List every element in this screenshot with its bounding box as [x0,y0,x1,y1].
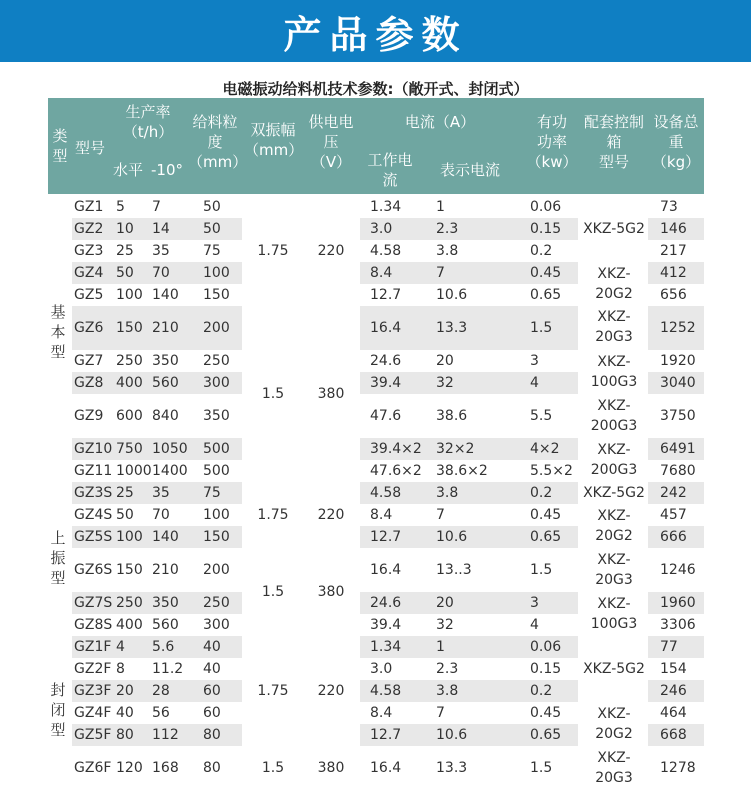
cell-power: 5.5 [530,408,553,424]
cell-power: 0.45 [530,265,562,281]
cell-capacity-minus10: 70 [152,507,170,523]
merged-voltage: 220 [317,683,345,699]
cell-particle-size: 40 [203,639,221,655]
header-current: 电流（A） [404,113,476,131]
cell-capacity-horizontal: 4 [116,639,125,655]
cell-capacity-minus10: 7 [152,199,161,215]
cell-capacity-minus10: 840 [152,408,179,424]
header-voltage: 供电电 压 （V） [308,113,354,171]
cell-capacity-horizontal: 100 [116,287,143,303]
cell-model: GZ6S [74,562,113,578]
header-weight: 设备总 重 （kg） [651,113,701,171]
cell-particle-size: 80 [203,760,221,776]
table-subtitle: 电磁振动给料机技术参数:（敞开式、封闭式） [222,80,529,98]
cell-particle-size: 50 [203,199,221,215]
cell-display-current: 2.3 [436,221,459,237]
cell-capacity-minus10: 5.6 [152,639,175,655]
cell-capacity-horizontal: 8 [116,661,125,677]
cell-capacity-minus10: 350 [152,353,179,369]
cell-display-current: 1 [436,639,445,655]
cell-power: 1.5 [530,320,553,336]
cell-particle-size: 60 [203,683,221,699]
cell-power: 0.15 [530,661,562,677]
merged-amplitude: 1.5 [261,584,285,600]
cell-work-current: 39.4×2 [370,441,422,457]
merged-amplitude: 1.5 [261,760,285,776]
merged-controller: XKZ- 100G3 [590,596,638,632]
cell-display-current: 20 [436,595,454,611]
merged-controller: XKZ-5G2 [583,485,645,501]
cell-capacity-minus10: 350 [152,595,179,611]
cell-particle-size: 350 [203,408,230,424]
merged-controller: XKZ- 20G2 [595,266,633,302]
cell-display-current: 38.6×2 [436,463,488,479]
cell-capacity-minus10: 168 [152,760,179,776]
cell-capacity-minus10: 14 [152,221,170,237]
cell-power: 4 [530,375,539,391]
cell-model: GZ3F [74,683,112,699]
cell-model: GZ8S [74,617,113,633]
cell-capacity-horizontal: 150 [116,320,143,336]
group-label-basic: 基 本 型 [50,303,66,361]
cell-weight: 464 [660,705,687,721]
cell-weight: 666 [660,529,687,545]
cell-display-current: 20 [436,353,454,369]
merged-controller: XKZ- 200G3 [590,398,638,434]
cell-model: GZ3 [74,243,104,259]
cell-work-current: 24.6 [370,595,402,611]
cell-work-current: 3.0 [370,221,393,237]
merged-amplitude: 1.75 [257,507,289,523]
cell-power: 0.2 [530,683,553,699]
cell-power: 0.2 [530,485,553,501]
cell-capacity-minus10: 112 [152,727,179,743]
cell-capacity-minus10: 210 [152,320,179,336]
cell-model: GZ9 [74,408,104,424]
cell-display-current: 7 [436,507,445,523]
cell-model: GZ6 [74,320,104,336]
cell-capacity-horizontal: 120 [116,760,143,776]
cell-model: GZ7S [74,595,113,611]
cell-display-current: 10.6 [436,529,468,545]
cell-weight: 412 [660,265,687,281]
cell-capacity-minus10: 35 [152,485,170,501]
cell-capacity-horizontal: 400 [116,375,143,391]
cell-power: 0.65 [530,529,562,545]
cell-work-current: 1.34 [370,639,402,655]
cell-display-current: 13..3 [436,562,472,578]
cell-weight: 668 [660,727,687,743]
cell-particle-size: 500 [203,463,230,479]
cell-weight: 73 [660,199,678,215]
cell-capacity-horizontal: 10 [116,221,134,237]
banner [0,0,751,62]
cell-capacity-minus10: 35 [152,243,170,259]
merged-controller: XKZ-5G2 [583,221,645,237]
cell-work-current: 4.58 [370,683,402,699]
merged-controller: XKZ- 20G3 [595,750,633,786]
cell-model: GZ8 [74,375,104,391]
cell-display-current: 3.8 [436,243,459,259]
cell-capacity-horizontal: 1000 [116,463,152,479]
header-particle: 给料粒 度 （mm） [188,113,248,171]
cell-particle-size: 100 [203,507,230,523]
cell-model: GZ2 [74,221,104,237]
cell-work-current: 39.4 [370,617,402,633]
cell-power: 4×2 [530,441,560,457]
cell-particle-size: 60 [203,705,221,721]
cell-capacity-horizontal: 80 [116,727,134,743]
cell-display-current: 10.6 [436,727,468,743]
cell-display-current: 13.3 [436,760,468,776]
cell-power: 0.2 [530,243,553,259]
cell-capacity-horizontal: 250 [116,353,143,369]
cell-power: 1.5 [530,760,553,776]
cell-model: GZ5 [74,287,104,303]
merged-amplitude: 1.75 [257,683,289,699]
cell-particle-size: 300 [203,617,230,633]
cell-work-current: 16.4 [370,320,402,336]
cell-capacity-horizontal: 100 [116,529,143,545]
cell-work-current: 47.6 [370,408,402,424]
cell-weight: 3750 [660,408,696,424]
merged-amplitude: 1.5 [261,386,285,402]
cell-weight: 146 [660,221,687,237]
cell-model: GZ11 [74,463,113,479]
header-work-current: 工作电 流 [367,151,413,189]
cell-display-current: 3.8 [436,683,459,699]
cell-capacity-horizontal: 250 [116,595,143,611]
merged-controller: XKZ- 20G3 [595,552,633,588]
cell-particle-size: 200 [203,320,230,336]
merged-controller: XKZ- 20G3 [595,309,633,345]
merged-voltage: 220 [317,243,345,259]
header-controller: 配套控制 箱 型号 [583,113,644,171]
cell-particle-size: 300 [203,375,230,391]
cell-display-current: 2.3 [436,661,459,677]
cell-power: 0.06 [530,639,562,655]
cell-power: 0.65 [530,287,562,303]
cell-capacity-horizontal: 20 [116,683,134,699]
cell-capacity-horizontal: 25 [116,243,134,259]
cell-particle-size: 250 [203,353,230,369]
cell-work-current: 8.4 [370,507,393,523]
cell-display-current: 32 [436,617,454,633]
cell-particle-size: 40 [203,661,221,677]
cell-model: GZ6F [74,760,112,776]
cell-weight: 7680 [660,463,696,479]
cell-work-current: 1.34 [370,199,402,215]
cell-display-current: 13.3 [436,320,468,336]
cell-weight: 656 [660,287,687,303]
cell-capacity-horizontal: 5 [116,199,125,215]
cell-display-current: 3.8 [436,485,459,501]
cell-power: 3 [530,353,539,369]
cell-weight: 217 [660,243,687,259]
cell-particle-size: 75 [203,243,221,259]
cell-capacity-horizontal: 400 [116,617,143,633]
header-minus10: -10° [151,161,183,179]
cell-particle-size: 250 [203,595,230,611]
cell-model: GZ7 [74,353,104,369]
cell-work-current: 39.4 [370,375,402,391]
cell-model: GZ5F [74,727,112,743]
header-capacity: 生产率 （t/h） [122,103,174,141]
cell-power: 4 [530,617,539,633]
cell-capacity-minus10: 11.2 [152,661,184,677]
cell-display-current: 1 [436,199,445,215]
cell-display-current: 38.6 [436,408,468,424]
cell-work-current: 4.58 [370,485,402,501]
cell-weight: 1252 [660,320,696,336]
cell-display-current: 32×2 [436,441,475,457]
cell-particle-size: 75 [203,485,221,501]
cell-work-current: 12.7 [370,287,402,303]
cell-model: GZ2F [74,661,112,677]
header-horizontal: 水平 [112,161,143,179]
cell-display-current: 32 [436,375,454,391]
cell-weight: 6491 [660,441,696,457]
cell-weight: 242 [660,485,687,501]
cell-power: 0.45 [530,507,562,523]
cell-work-current: 47.6×2 [370,463,422,479]
cell-capacity-minus10: 560 [152,375,179,391]
cell-display-current: 7 [436,265,445,281]
cell-capacity-minus10: 140 [152,287,179,303]
cell-power: 0.06 [530,199,562,215]
cell-work-current: 8.4 [370,265,393,281]
cell-weight: 77 [660,639,678,655]
cell-power: 0.45 [530,705,562,721]
cell-capacity-minus10: 1050 [152,441,188,457]
merged-controller: XKZ- 100G3 [590,354,638,390]
header-amplitude: 双振幅 （mm） [244,121,304,159]
cell-weight: 1278 [660,760,696,776]
cell-capacity-horizontal: 25 [116,485,134,501]
cell-model: GZ4F [74,705,112,721]
cell-model: GZ5S [74,529,113,545]
merged-voltage: 380 [317,386,345,402]
cell-power: 5.5×2 [530,463,573,479]
cell-weight: 1920 [660,353,696,369]
cell-model: GZ3S [74,485,113,501]
cell-work-current: 24.6 [370,353,402,369]
cell-power: 0.15 [530,221,562,237]
merged-controller: XKZ- 200G3 [590,442,638,478]
cell-capacity-horizontal: 150 [116,562,143,578]
header-type: 类 型 [52,127,68,165]
cell-model: GZ4S [74,507,113,523]
cell-weight: 3040 [660,375,696,391]
group-label-upper: 上 振 型 [50,529,66,587]
merged-amplitude: 1.75 [257,243,289,259]
cell-display-current: 10.6 [436,287,468,303]
cell-work-current: 8.4 [370,705,393,721]
cell-weight: 3306 [660,617,696,633]
cell-work-current: 3.0 [370,661,393,677]
header-power: 有功 功率 （kw） [526,113,578,171]
banner-title: 产品参数 [283,12,468,57]
cell-model: GZ1 [74,199,104,215]
cell-particle-size: 200 [203,562,230,578]
merged-voltage: 380 [317,584,345,600]
cell-weight: 1246 [660,562,696,578]
cell-weight: 154 [660,661,687,677]
cell-particle-size: 150 [203,529,230,545]
cell-weight: 1960 [660,595,696,611]
header-model: 型号 [74,139,105,157]
cell-particle-size: 150 [203,287,230,303]
cell-capacity-horizontal: 50 [116,507,134,523]
group-label-sealed: 封 闭 型 [50,681,66,739]
cell-particle-size: 80 [203,727,221,743]
merged-voltage: 220 [317,507,345,523]
cell-capacity-horizontal: 40 [116,705,134,721]
cell-model: GZ4 [74,265,104,281]
merged-voltage: 380 [317,760,345,776]
cell-weight: 457 [660,507,687,523]
cell-capacity-minus10: 56 [152,705,170,721]
merged-controller: XKZ-5G2 [583,661,645,677]
cell-capacity-minus10: 210 [152,562,179,578]
cell-model: GZ10 [74,441,113,457]
cell-weight: 246 [660,683,687,699]
cell-power: 1.5 [530,562,553,578]
cell-work-current: 4.58 [370,243,402,259]
cell-display-current: 7 [436,705,445,721]
cell-capacity-horizontal: 50 [116,265,134,281]
merged-controller: XKZ- 20G2 [595,508,633,544]
cell-work-current: 12.7 [370,529,402,545]
cell-capacity-minus10: 28 [152,683,170,699]
cell-model: GZ1F [74,639,112,655]
cell-work-current: 12.7 [370,727,402,743]
cell-particle-size: 500 [203,441,230,457]
header-display-current: 表示电流 [439,161,500,179]
cell-capacity-horizontal: 600 [116,408,143,424]
cell-capacity-minus10: 70 [152,265,170,281]
cell-particle-size: 100 [203,265,230,281]
cell-capacity-minus10: 560 [152,617,179,633]
merged-controller: XKZ- 20G2 [595,706,633,742]
cell-capacity-horizontal: 750 [116,441,143,457]
cell-power: 0.65 [530,727,562,743]
cell-power: 3 [530,595,539,611]
cell-capacity-minus10: 140 [152,529,179,545]
cell-particle-size: 50 [203,221,221,237]
cell-work-current: 16.4 [370,562,402,578]
cell-work-current: 16.4 [370,760,402,776]
cell-capacity-minus10: 1400 [152,463,188,479]
